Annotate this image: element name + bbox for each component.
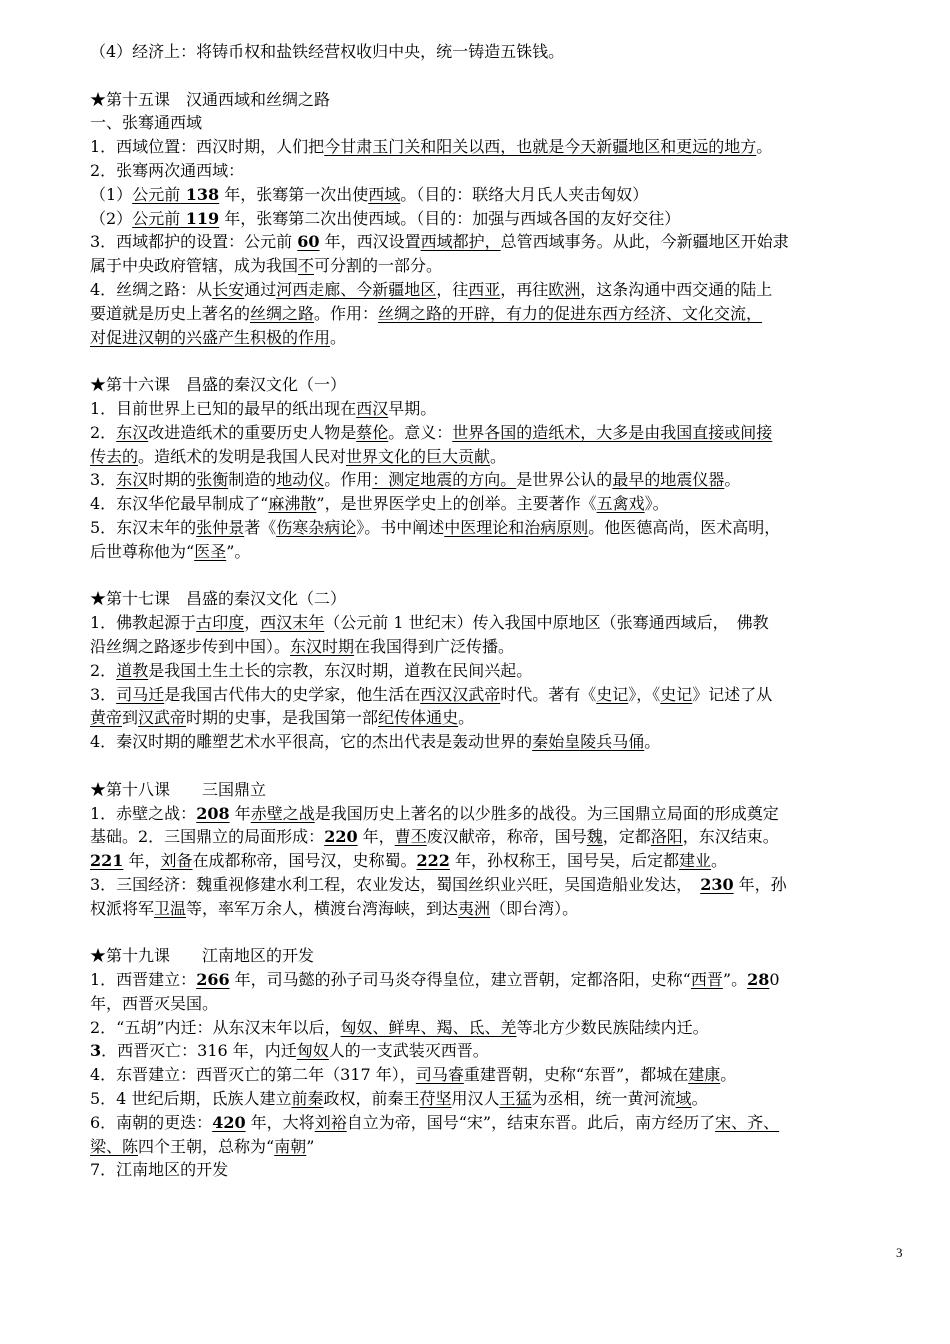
text-line [90, 611, 908, 635]
text-run: 是我国历史上著名的以少胜多的战役。为三国鼎立局面的形成奠定 [314, 803, 779, 823]
text-run: 4．东晋建立：西晋灭亡的第二年（317 年）， [90, 1065, 416, 1085]
underlined-text: 传去的 [90, 446, 139, 466]
text-line [90, 1087, 908, 1111]
text-run: 。意义： [388, 422, 453, 442]
underlined-text: 黄帝 [90, 708, 123, 728]
text-run: 为丞相，统一黄河流 [531, 1089, 676, 1109]
underlined-text: 长安 [212, 279, 245, 299]
blank-line [90, 564, 908, 588]
text-run: ”。 [722, 970, 748, 990]
blank-line [90, 754, 908, 778]
text-run: 年，张骞第一次出使 [219, 184, 369, 204]
underlined-text: 建业 [679, 851, 712, 871]
text-run: 用汉人 [451, 1089, 500, 1109]
text-run: 早期。 [388, 398, 437, 418]
text-run: 。 [458, 708, 475, 728]
text-run: 年 [229, 803, 251, 823]
underlined-text: 匈奴、鲜卑、羯、氐、羌 [340, 1017, 517, 1037]
text-run: 3．三国经济：魏重视修建水利工程，农业发达，蜀国丝织业兴旺，吴国造船业发达， [90, 874, 701, 894]
underlined-text: 卫温 [154, 898, 187, 918]
text-line [90, 1111, 908, 1135]
blank-line [90, 920, 908, 944]
text-run: 年，孙权称王，国号吴，后定都 [449, 851, 680, 871]
text-line [90, 88, 908, 112]
text-run: 。 [724, 470, 741, 490]
text-run: ， [244, 613, 261, 633]
text-run: ，这条沟通中西交通的陆上 [580, 279, 773, 299]
text-run: 等，率军万余人，横渡台湾海峡，到达 [186, 898, 459, 918]
text-run: 4．秦汉时期的雕塑艺术水平很高，它的杰出代表是轰动世界的 [90, 732, 533, 752]
underlined-text: 东汉时期 [290, 636, 355, 656]
text-run: 6．南朝的更迭： [90, 1112, 213, 1132]
underlined-text: 西晋 [690, 970, 723, 990]
text-line [90, 730, 908, 754]
text-line [90, 135, 908, 159]
text-run: 年，司马懿的孙子司马炎夺得皇位，建立晋朝，定都洛阳，史称“ [229, 970, 691, 990]
underlined-text: 119 [180, 208, 220, 228]
underlined-text: 220 [324, 827, 358, 847]
text-line [90, 802, 908, 826]
underlined-text: 28 [747, 970, 770, 990]
text-line [90, 635, 908, 659]
text-run: 著《 [244, 517, 277, 537]
underlined-text: 张仲景 [196, 517, 245, 537]
text-run: 。 [644, 732, 661, 752]
underlined-text: 曹丕 [394, 827, 427, 847]
underlined-text: 古印度 [196, 613, 245, 633]
text-run: 。 [691, 1089, 708, 1109]
underlined-text: 266 [196, 970, 230, 990]
text-line [90, 516, 908, 540]
underlined-text: 司马迁 [116, 684, 165, 704]
text-run: ” [306, 1136, 315, 1156]
text-run: 要道就是历史上著名的 [90, 303, 251, 323]
underlined-text: 纪传体通史 [378, 708, 459, 728]
underlined-text: 史记 [660, 684, 693, 704]
underlined-text: 河西走廊、今新疆地区 [276, 279, 437, 299]
underlined-text: 西汉汉武帝 [420, 684, 501, 704]
text-run: 政权，前秦王 [323, 1089, 420, 1109]
text-line [90, 397, 908, 421]
text-line [90, 992, 908, 1016]
text-run: 年，西汉设置 [319, 232, 421, 252]
underlined-text: 西域都护， [420, 232, 501, 252]
text-line [90, 302, 908, 326]
text-line [90, 1039, 908, 1063]
text-run: 3． [90, 684, 117, 704]
text-run: 属于中央政府管辖，成为我国 [90, 256, 299, 276]
text-run: 重建晋朝，史称“东晋”，都城在 [463, 1065, 689, 1085]
underlined-text: 建康 [688, 1065, 721, 1085]
text-run: 是我国古代伟大的史学家，他生活在 [164, 684, 421, 704]
underlined-text: 222 [416, 851, 450, 871]
underlined-text: 公元前 [132, 208, 181, 228]
underlined-text: 史记 [596, 684, 629, 704]
text-line [90, 373, 908, 397]
text-line [90, 873, 908, 897]
text-run: 》。书中阐述 [356, 517, 445, 537]
underlined-text: 西域 [368, 184, 401, 204]
underlined-text: 420 [212, 1112, 246, 1132]
text-run: ，东汉结束。 [682, 827, 779, 847]
text-run: 。作用： [314, 303, 379, 323]
text-line [90, 540, 908, 564]
underlined-text: 南朝 [274, 1136, 307, 1156]
underlined-text: 域 [675, 1089, 692, 1109]
text-line [90, 254, 908, 278]
underlined-text: 刘备 [160, 851, 193, 871]
page-number: 3 [896, 1245, 903, 1260]
text-run: （公元前 1 世纪末）传入我国中原地区（张骞通西域后， 佛教 [324, 613, 769, 633]
text-run: 5．东汉末年的 [90, 517, 197, 537]
text-line [90, 326, 908, 350]
underlined-text: 麻沸散 [268, 494, 317, 514]
text-run: ★第十九课 江南地区的开发 [90, 946, 315, 966]
text-line [90, 1063, 908, 1087]
document-body [90, 40, 908, 1182]
underlined-text: 赤壁之战 [250, 803, 315, 823]
text-run: 权派将军 [90, 898, 155, 918]
underlined-text: 刘裕 [314, 1112, 347, 1132]
text-run: 。他医德高尚，医术高明， [588, 517, 781, 537]
text-run: 3． [90, 470, 117, 490]
text-run: 可分割的一部分。 [314, 256, 443, 276]
text-run: 》记述了从 [692, 684, 773, 704]
text-run: （4）经济上：将铸币权和盐铁经营权收归中央，统一铸造五铢钱。 [90, 42, 565, 61]
underlined-text: 最早的地震仪器 [612, 470, 725, 490]
text-run: 。造纸术的发明是我国人民对 [138, 446, 347, 466]
text-line [90, 421, 908, 445]
text-run: ★第十八课 三国鼎立 [90, 779, 267, 799]
text-run: 4．丝绸之路：从 [90, 279, 213, 299]
underlined-text: 前秦 [291, 1089, 324, 1109]
underlined-text: 东汉 [116, 422, 149, 442]
text-run: 0 [769, 970, 780, 990]
text-run: 是我国土生土长的宗教，东汉时期，道教在民间兴起。 [148, 660, 533, 680]
text-run: 四个王朝，总称为“ [138, 1136, 275, 1156]
text-run: 沿丝绸之路逐步传到中国）。 [90, 636, 291, 656]
blank-line [90, 349, 908, 373]
underlined-text: 伤寒杂病论 [276, 517, 357, 537]
text-line [90, 111, 908, 135]
text-run: 3 [90, 1041, 102, 1061]
text-run: 5．4 世纪后期，氐族人建立 [90, 1089, 292, 1109]
underlined-text: ：测定地震的方向。 [372, 470, 517, 490]
text-run: 废汉献帝，称帝，国号 [426, 827, 587, 847]
text-line [90, 944, 908, 968]
underlined-text: 今甘肃玉门关和阳关以西，也就是今天新疆地区和更远的地方 [324, 137, 757, 157]
text-line [90, 230, 908, 254]
text-run: 在我国得到广泛传播。 [354, 636, 515, 656]
text-run: 年，大将 [245, 1112, 315, 1132]
underlined-text: 匈奴 [296, 1041, 329, 1061]
text-run: 年，西晋灭吴国。 [90, 993, 219, 1013]
text-run: 人的一支武装灭西晋。 [328, 1041, 489, 1061]
text-run: ，定都 [602, 827, 651, 847]
text-run: ”。 [226, 541, 251, 561]
text-line [90, 1158, 908, 1182]
underlined-text: 欧洲 [548, 279, 581, 299]
text-run: ，往 [436, 279, 469, 299]
text-line [90, 1016, 908, 1040]
text-run: 一、张骞通西域 [90, 113, 203, 133]
text-line [90, 183, 908, 207]
text-run: 后世尊称他为“ [90, 541, 195, 561]
text-run: 时代。著有《 [500, 684, 597, 704]
text-line [90, 968, 908, 992]
text-run: 1．佛教起源于 [90, 613, 197, 633]
underlined-text: 张衡 [196, 470, 229, 490]
text-run: （2） [90, 208, 133, 228]
text-run: 。 [720, 1065, 737, 1085]
text-run: 。作用 [324, 470, 373, 490]
text-run: 时期的 [148, 470, 197, 490]
text-run: （1） [90, 184, 133, 204]
underlined-text: 王猛 [499, 1089, 532, 1109]
text-line [90, 587, 908, 611]
underlined-text: 道教 [116, 660, 149, 680]
text-run: 。 [490, 446, 507, 466]
underlined-text: 西亚 [468, 279, 501, 299]
underlined-text: 丝绸之路的开辟，有力的促进东西方经济、文化交流， [378, 303, 763, 323]
text-run: ，再往 [500, 279, 549, 299]
text-run: 等北方少数民族陆续内迁。 [516, 1017, 709, 1037]
underlined-text: 夷洲 [458, 898, 491, 918]
text-run: ”，是世界医学史上的创举。主要著作《 [316, 494, 597, 514]
underlined-text: 中医理论和治病原则 [444, 517, 589, 537]
underlined-text: 208 [196, 803, 230, 823]
text-run: 是世界公认的 [516, 470, 613, 490]
text-run: 》，《 [628, 684, 661, 704]
text-run: 。 [330, 327, 347, 347]
text-run: 通过 [244, 279, 277, 299]
text-run: 年，张骞第二次出使西域。（目的：加强与西域各国的友好交往） [219, 208, 681, 228]
text-line [90, 897, 908, 921]
text-line [90, 492, 908, 516]
text-run: 制造的 [228, 470, 277, 490]
text-run: 》。 [644, 494, 669, 514]
underlined-text: 地动仪 [276, 470, 325, 490]
text-line [90, 683, 908, 707]
text-line [90, 825, 908, 849]
underlined-text: 梁、陈 [90, 1136, 139, 1156]
text-line [90, 278, 908, 302]
underlined-text: 60 [297, 232, 320, 252]
underlined-text: 138 [180, 184, 220, 204]
text-run: 1．西晋建立： [90, 970, 197, 990]
underlined-text: 洛阳 [650, 827, 683, 847]
text-line [90, 1135, 908, 1159]
text-run: 自立为帝，国号“宋”，结束东晋。此后，南方经历了 [346, 1112, 716, 1132]
text-line [90, 207, 908, 231]
text-line [90, 445, 908, 469]
text-run: 2． [90, 422, 117, 442]
underlined-text: 不 [298, 256, 315, 276]
underlined-text: 宋、齐、 [715, 1112, 780, 1132]
text-run: 到 [122, 708, 139, 728]
text-run: ．西晋灭亡：316 年，内迁 [101, 1041, 297, 1061]
text-line [90, 468, 908, 492]
text-run: 。 [756, 137, 773, 157]
text-run: 年， [357, 827, 395, 847]
text-run: 改进造纸术的重要历史人物是 [148, 422, 357, 442]
text-run: 年，孙 [733, 874, 787, 894]
text-run: 。（目的：联络大月氏人夹击匈奴） [400, 184, 649, 204]
text-line [90, 778, 908, 802]
text-run: 时期的史事，是我国第一部 [186, 708, 379, 728]
underlined-text: 230 [700, 874, 734, 894]
underlined-text: 世界各国的造纸术，大多是由我国直接或间接 [452, 422, 773, 442]
text-run: 年， [123, 851, 161, 871]
text-line [90, 706, 908, 730]
underlined-text: 苻坚 [419, 1089, 452, 1109]
text-run: 7．江南地区的开发 [90, 1160, 229, 1180]
underlined-text: 221 [90, 851, 124, 871]
text-run: 在成都称帝，国号汉，史称蜀。 [192, 851, 417, 871]
text-line [90, 40, 908, 64]
underlined-text: 世界文化的巨大贡献 [346, 446, 491, 466]
text-run: ★第十五课 汉通西域和丝绸之路 [90, 89, 331, 109]
text-run: 2．“五胡”内迁：从东汉末年以后， [90, 1017, 341, 1037]
blank-line [90, 64, 908, 88]
underlined-text: 东汉 [116, 470, 149, 490]
text-run: 基础。2．三国鼎立的局面形成： [90, 827, 325, 847]
underlined-text: 五禽戏 [596, 494, 645, 514]
text-run: ★第十六课 昌盛的秦汉文化（一） [90, 375, 347, 395]
underlined-text: 秦始皇陵兵马俑 [532, 732, 645, 752]
text-run: 。 [711, 851, 728, 871]
underlined-text: 公元前 [132, 184, 181, 204]
text-run: （即台湾）。 [490, 898, 579, 918]
text-run: 3．西域都护的设置：公元前 [90, 232, 298, 252]
underlined-text: 司马睿 [415, 1065, 464, 1085]
text-run: 1．西域位置：西汉时期，人们把 [90, 137, 325, 157]
text-run: 2． [90, 660, 117, 680]
text-run: 2．张骞两次通西域： [90, 160, 245, 180]
text-run: 4．东汉华佗最早制成了“ [90, 494, 269, 514]
underlined-text: 汉武帝 [138, 708, 187, 728]
underlined-text: 对促进汉朝的兴盛产生积极的作用 [90, 327, 331, 347]
text-line [90, 159, 908, 183]
text-run: ★第十七课 昌盛的秦汉文化（二） [90, 589, 347, 609]
underlined-text: 西汉末年 [260, 613, 325, 633]
underlined-text: 丝绸之路 [250, 303, 315, 323]
underlined-text: 蔡伦 [356, 422, 389, 442]
text-run: 1．赤壁之战： [90, 803, 197, 823]
underlined-text: 医圣 [194, 541, 227, 561]
text-run: 1．目前世界上已知的最早的纸出现在 [90, 398, 357, 418]
underlined-text: 西汉 [356, 398, 389, 418]
underlined-text: 魏 [586, 827, 603, 847]
text-run: 总管西域事务。从此，今新疆地区开始隶 [500, 232, 789, 252]
text-line [90, 659, 908, 683]
text-line [90, 849, 908, 873]
